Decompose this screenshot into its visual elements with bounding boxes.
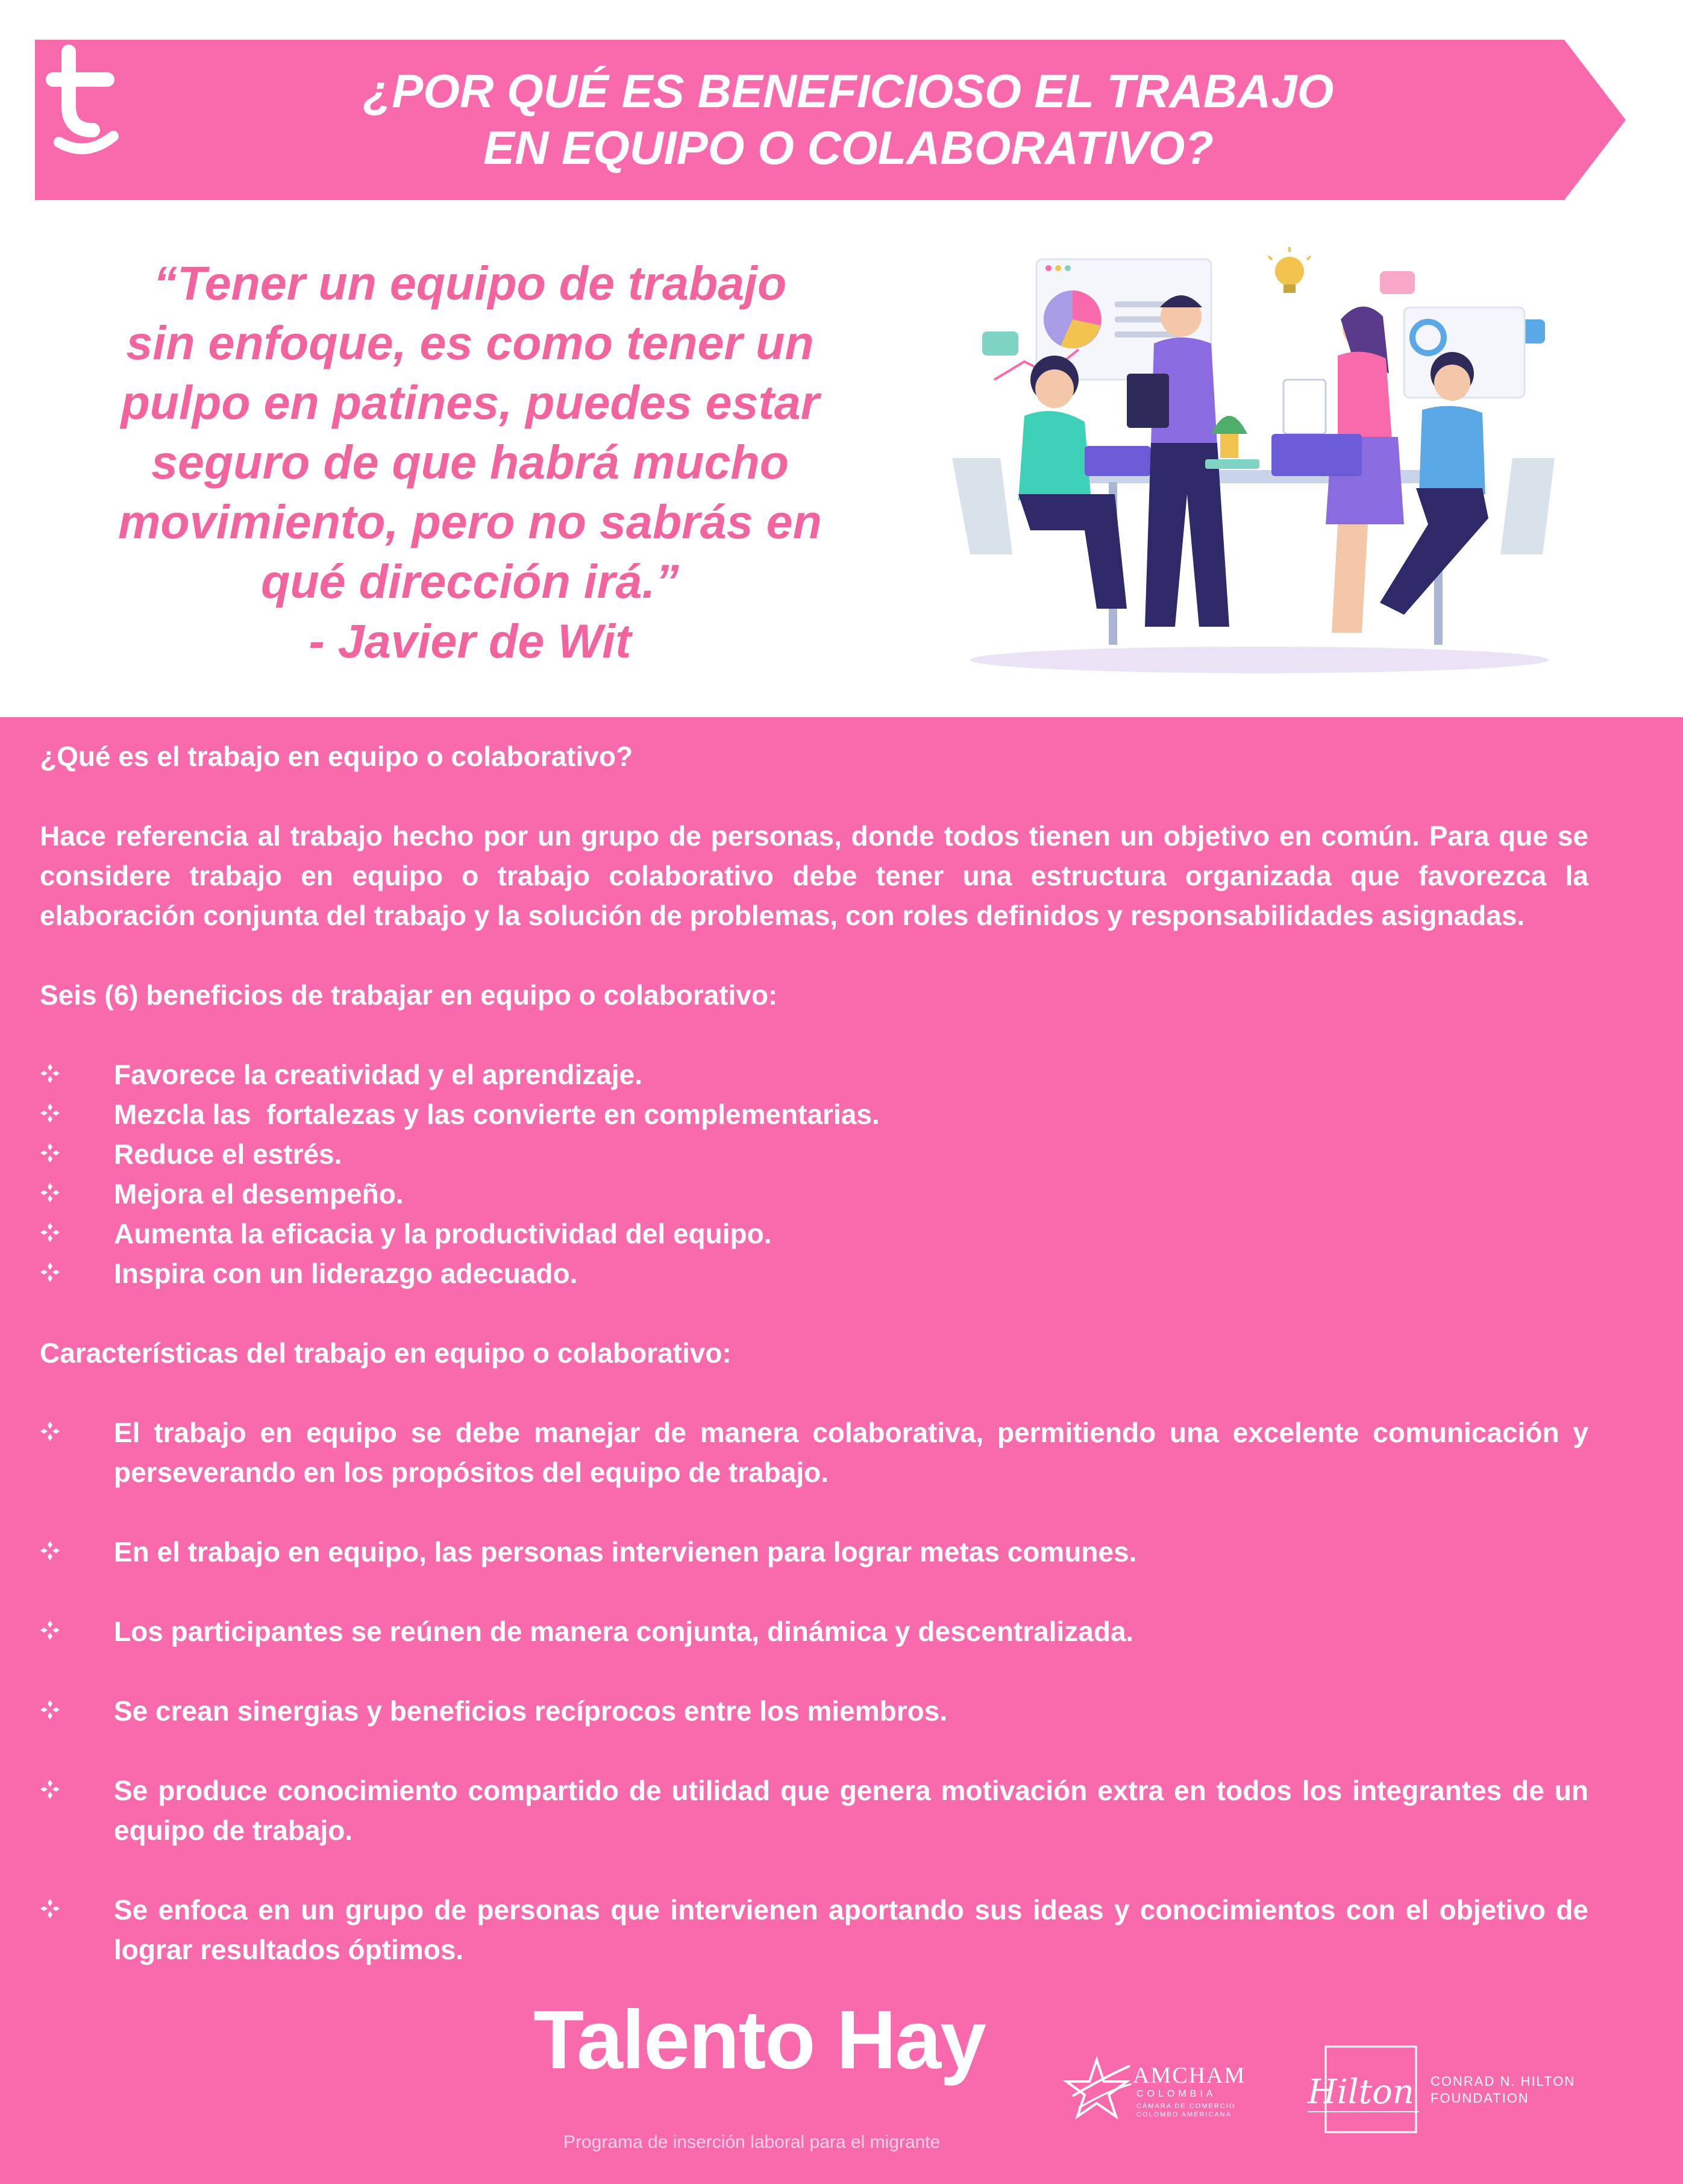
four-diamond-bullet-icon (40, 1532, 76, 1561)
benefit-text: Favorece la creatividad y el aprendizaje. (114, 1059, 642, 1090)
benefit-item (40, 1214, 1588, 1254)
title-line-2: EN EQUIPO O COLABORATIVO? (483, 121, 1214, 174)
four-diamond-bullet-icon (40, 1174, 76, 1203)
benefit-item (40, 1254, 1588, 1293)
amcham-subtitle (1136, 2102, 1235, 2119)
hilton-script-text: Hilton (1308, 2073, 1414, 2112)
talento-hay-logo-icon (35, 40, 137, 154)
feature-text: Se produce conocimiento compartido de utilidad que genera motivación extra en todos los integrantes de un equipo de trabajo. (114, 1775, 1588, 1846)
feature-item (40, 1413, 1588, 1492)
four-diamond-bullet-icon (40, 1611, 76, 1640)
feature-text: Se crean sinergias y beneficios recíprocos entre los miembros. (114, 1695, 948, 1727)
footer-tagline: Programa de inserción laboral para el migrante (563, 2132, 941, 2152)
title-banner (35, 40, 1626, 200)
benefit-text: Reduce el estrés. (114, 1138, 342, 1170)
quote-author: - Javier de Wit (309, 614, 632, 668)
feature-text: Los participantes se reúnen de manera conjunta, dinámica y descentralizada. (114, 1616, 1134, 1647)
four-diamond-bullet-icon (40, 1254, 76, 1282)
benefit-text: Aumenta la eficacia y la productividad del equipo. (114, 1218, 772, 1249)
talento-hay-logo: Talento Hay (533, 1994, 985, 2086)
amcham-country: COLOMBIA (1136, 2089, 1217, 2099)
benefit-text: Mezcla las fortalezas y las convierte en complementarias. (114, 1099, 880, 1130)
benefit-item (40, 1174, 1588, 1214)
quote-line: qué dirección irá.” (261, 554, 679, 608)
four-diamond-bullet-icon (40, 1055, 76, 1084)
page-title (192, 63, 1505, 176)
benefit-text: Mejora el desempeño. (114, 1178, 404, 1210)
hilton-line-2: FOUNDATION (1431, 2091, 1529, 2106)
features-heading: Características del trabajo en equipo o colaborativo: (40, 1337, 732, 1369)
feature-item (40, 1611, 1588, 1651)
four-diamond-bullet-icon (40, 1094, 76, 1123)
feature-text: El trabajo en equipo se debe manejar de manera colaborativa, permitiendo una excelente comunicación y perseverando en los propósitos del equipo de trabajo. (114, 1417, 1588, 1488)
quote-line: movimiento, pero no sabrás en (118, 495, 822, 548)
quote-line: “Tener un equipo de trabajo (153, 256, 787, 310)
feature-item (40, 1691, 1588, 1731)
hilton-line-1: CONRAD N. HILTON (1431, 2074, 1576, 2089)
feature-text: En el trabajo en equipo, las personas intervienen para lograr metas comunes. (114, 1536, 1137, 1567)
title-line-1: ¿POR QUÉ ES BENEFICIOSO EL TRABAJO (363, 64, 1334, 118)
four-diamond-bullet-icon (40, 1890, 76, 1919)
four-diamond-bullet-icon (40, 1771, 76, 1800)
definition-paragraph: Hace referencia al trabajo hecho por un grupo de personas, donde todos tienen un objetivo en común. Para que se considere trabajo en equipo o trabajo colaborativo debe tener una estructura organizada que favorezca la elaboración conjunta del trabajo y la solución de problemas, con roles definidos y responsabilidades asignadas. (40, 820, 1588, 931)
question-heading: ¿Qué es el trabajo en equipo o colaborativo? (40, 741, 633, 772)
quote-block (36, 253, 904, 671)
benefit-item (40, 1094, 1588, 1134)
team-meeting-illustration (946, 241, 1573, 681)
feature-text: Se enfoca en un grupo de personas que intervienen aportando sus ideas y conocimientos con el objetivo de lograr resultados óptimos. (114, 1894, 1588, 1965)
benefit-item (40, 1055, 1588, 1094)
benefit-text: Inspira con un liderazgo adecuado. (114, 1258, 578, 1289)
benefits-heading: Seis (6) beneficios de trabajar en equipo o colaborativo: (40, 979, 778, 1011)
content-body (40, 736, 1588, 1969)
amcham-sub-line-1: CÁMARA DE COMERCIO (1136, 2103, 1236, 2110)
four-diamond-bullet-icon (40, 1134, 76, 1163)
feature-item (40, 1890, 1588, 1969)
quote-line: pulpo en patines, puedes estar (121, 375, 820, 429)
four-diamond-bullet-icon (40, 1413, 76, 1442)
benefit-item (40, 1134, 1588, 1174)
hilton-foundation-name (1431, 2073, 1575, 2107)
amcham-sub-line-2: COLOMBO AMERICANA (1136, 2111, 1232, 2118)
feature-item (40, 1771, 1588, 1850)
amcham-name: AMCHAM (1133, 2063, 1246, 2088)
quote-line: sin enfoque, es como tener un (126, 316, 814, 369)
quote-line: seguro de que habrá mucho (151, 435, 789, 489)
feature-item (40, 1532, 1588, 1572)
four-diamond-bullet-icon (40, 1691, 76, 1720)
four-diamond-bullet-icon (40, 1214, 76, 1243)
